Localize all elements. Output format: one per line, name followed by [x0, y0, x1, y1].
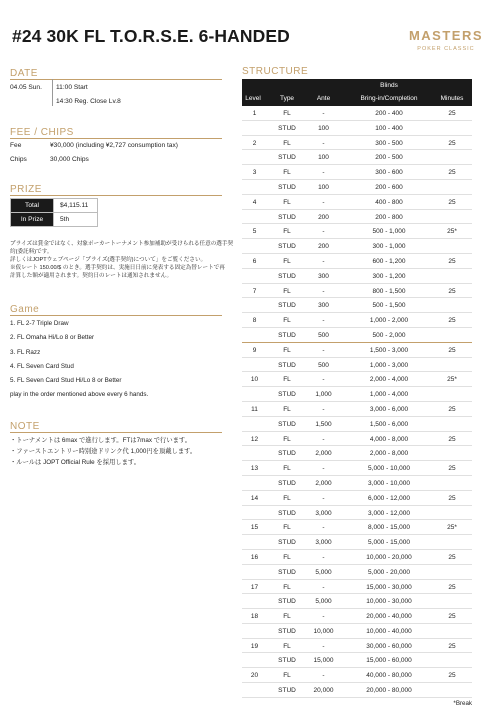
blinds-cell: 1,000 - 3,000	[369, 361, 409, 369]
blinds-cell: 15,000 - 60,000	[366, 657, 412, 665]
minutes-cell: 25	[448, 198, 456, 206]
blinds-cell: 400 - 800	[375, 198, 403, 206]
type-cell: STUD	[278, 124, 296, 132]
blinds-cell: 1,000 - 4,000	[369, 391, 409, 399]
table-row	[242, 624, 472, 639]
date-close: 14:30 Reg. Close Lv.8	[56, 98, 121, 105]
level-cell: 7	[252, 287, 257, 295]
ante-cell: 100	[318, 124, 329, 132]
blinds-cell: 40,000 - 80,000	[366, 672, 412, 680]
blinds-cell: 200 - 600	[375, 183, 403, 191]
type-cell: FL	[283, 672, 291, 680]
ante-cell: 2,000	[315, 479, 332, 487]
table-row	[242, 328, 472, 343]
type-cell: FL	[283, 613, 291, 621]
blinds-cell: 500 - 2,000	[372, 331, 406, 339]
level-cell: 6	[252, 257, 257, 265]
table-row	[242, 506, 472, 521]
type-cell: STUD	[278, 302, 296, 310]
blinds-cell: 15,000 - 30,000	[366, 583, 412, 591]
ante-cell: 3,000	[315, 539, 332, 547]
minutes-cell: 25	[448, 465, 456, 473]
table-row	[242, 683, 472, 698]
level-cell: 14	[250, 494, 259, 502]
ante-cell: 2,000	[315, 450, 332, 458]
table-row	[242, 224, 472, 239]
level-cell: 1	[252, 110, 257, 117]
minutes-cell: 25	[448, 169, 456, 177]
ante-cell: 10,000	[313, 627, 334, 635]
table-row	[242, 417, 472, 432]
ante-cell: -	[322, 524, 325, 532]
type-cell: FL	[283, 287, 291, 295]
type-cell: STUD	[278, 154, 296, 162]
type-cell: STUD	[278, 361, 296, 369]
minutes-cell: 25	[448, 139, 456, 147]
level-cell: 4	[252, 198, 257, 206]
type-cell: STUD	[278, 272, 296, 280]
ante-cell: -	[322, 198, 325, 206]
blinds-cell: 10,000 - 30,000	[366, 598, 412, 606]
prize-rule	[10, 195, 222, 196]
blinds-cell: 20,000 - 40,000	[366, 613, 412, 621]
type-cell: STUD	[278, 627, 296, 635]
blinds-cell: 300 - 1,200	[372, 272, 406, 280]
table-row	[242, 446, 472, 461]
type-cell: STUD	[278, 598, 296, 606]
type-cell: FL	[283, 465, 291, 473]
blinds-cell: 8,000 - 15,000	[368, 524, 410, 532]
table-row	[242, 165, 472, 180]
ante-cell: 5,000	[315, 598, 332, 606]
minutes-cell: 25	[448, 287, 456, 295]
structure-heading: STRUCTURE	[242, 66, 309, 77]
level-cell: 18	[250, 613, 259, 621]
prize-heading: PRIZE	[10, 184, 42, 195]
ante-cell: -	[322, 672, 325, 680]
fee-heading: FEE / CHIPS	[10, 127, 74, 138]
prize-inprize-label: In Prize	[11, 213, 54, 227]
type-cell: FL	[283, 198, 291, 206]
type-cell: FL	[283, 583, 291, 591]
game-item-3: 3. FL Razz	[10, 349, 41, 356]
blinds-cell: 30,000 - 60,000	[366, 642, 412, 650]
type-cell: STUD	[278, 687, 296, 695]
prize-note-1: プライズは賞金ではなく、対象ポーカートーナメント参加補助が受けられる任意の選手契	[10, 241, 234, 247]
minutes-cell: 25*	[447, 228, 457, 236]
ante-cell: 200	[318, 213, 329, 221]
ante-cell: 3,000	[315, 509, 332, 517]
ante-cell: -	[322, 642, 325, 650]
prize-note-3: 詳しくはJOPTウェブページ「プライズ(選手契約)について」をご覧ください。	[10, 257, 207, 263]
blinds-cell: 4,000 - 8,000	[369, 435, 409, 443]
minutes-cell: 25*	[447, 376, 457, 384]
type-cell: STUD	[278, 450, 296, 458]
col-minutes: Minutes	[440, 95, 464, 102]
type-cell: STUD	[278, 539, 296, 547]
ante-cell: 200	[318, 243, 329, 251]
table-row	[242, 432, 472, 447]
level-cell: 8	[252, 317, 257, 325]
table-row	[242, 476, 472, 491]
blinds-cell: 1,000 - 2,000	[369, 317, 409, 325]
blinds-cell: 500 - 1,000	[372, 228, 406, 236]
level-cell: 12	[250, 435, 259, 443]
blinds-cell: 200 - 400	[375, 110, 403, 117]
level-cell: 9	[252, 346, 257, 354]
table-row	[242, 565, 472, 580]
game-item-4: 4. FL Seven Card Stud	[10, 363, 74, 370]
prize-note-5: 計算した額が適用されます。契約日のレートは通知されません。	[10, 273, 173, 279]
level-cell: 17	[250, 583, 259, 591]
table-row	[242, 180, 472, 195]
brand-sub: POKER CLASSIC	[417, 46, 475, 52]
ante-cell: -	[322, 613, 325, 621]
structure-rows	[242, 106, 472, 698]
blinds-cell: 3,000 - 10,000	[368, 479, 410, 487]
table-row	[242, 121, 472, 136]
type-cell: STUD	[278, 657, 296, 665]
note-item-3: ・ルールは JOPT Official Rule を採用します。	[10, 459, 140, 466]
ante-cell: -	[322, 139, 325, 147]
prize-total-row	[11, 199, 98, 213]
blinds-cell: 200 - 800	[375, 213, 403, 221]
blinds-cell: 6,000 - 12,000	[368, 494, 410, 502]
note-item-1: ・トーナメントは 6max で進行します。FTは7max で行います。	[10, 437, 192, 444]
prize-total-value: $4,115.11	[54, 199, 98, 213]
game-rule	[10, 315, 222, 316]
level-cell: 10	[250, 376, 259, 384]
table-row	[242, 580, 472, 595]
fee-rule	[10, 138, 222, 139]
break-footnote: *Break	[453, 700, 472, 707]
blinds-cell: 5,000 - 10,000	[368, 465, 410, 473]
fee-value: ¥30,000 (including ¥2,727 consumption tax)	[50, 142, 178, 149]
table-row	[242, 461, 472, 476]
date-day: 04.05 Sun.	[10, 84, 42, 91]
table-row	[242, 520, 472, 535]
type-cell: FL	[283, 642, 291, 650]
table-row	[242, 639, 472, 654]
table-row	[242, 372, 472, 387]
blinds-cell: 500 - 1,500	[372, 302, 406, 310]
minutes-cell: 25	[448, 405, 456, 413]
blinds-cell: 5,000 - 15,000	[368, 539, 410, 547]
minutes-cell: 25	[448, 553, 456, 561]
table-row	[242, 106, 472, 121]
prize-inprize-row	[11, 213, 98, 227]
game-footer: play in the order mentioned above every 6 hands.	[10, 391, 149, 398]
type-cell: FL	[283, 405, 291, 413]
minutes-cell: 25	[448, 346, 456, 354]
note-item-2: ・ファーストエントリー時別途ドリンク代 1,000円を頂戴します。	[10, 448, 197, 455]
type-cell: FL	[283, 139, 291, 147]
ante-cell: 1,000	[315, 391, 332, 399]
ante-cell: -	[322, 228, 325, 236]
note-rule	[10, 432, 222, 433]
date-divider	[52, 79, 53, 106]
table-row	[242, 387, 472, 402]
table-row	[242, 254, 472, 269]
ante-cell: -	[322, 287, 325, 295]
minutes-cell: 25	[448, 494, 456, 502]
note-heading: NOTE	[10, 421, 40, 432]
date-heading: DATE	[10, 68, 38, 79]
type-cell: FL	[283, 317, 291, 325]
minutes-cell: 25	[448, 435, 456, 443]
ante-cell: 300	[318, 272, 329, 280]
blinds-cell: 600 - 1,200	[372, 257, 406, 265]
prize-note-2: 約(委託料)です。	[10, 249, 53, 255]
table-row	[242, 313, 472, 328]
blinds-cell: 2,000 - 4,000	[369, 376, 409, 384]
game-item-2: 2. FL Omaha Hi/Lo 8 or Better	[10, 334, 95, 341]
ante-cell: 500	[318, 331, 329, 339]
col-level: Level	[245, 95, 261, 102]
game-item-1: 1. FL 2-7 Triple Draw	[10, 320, 69, 327]
ante-cell: -	[322, 435, 325, 443]
type-cell: FL	[283, 110, 291, 117]
table-row	[242, 150, 472, 165]
ante-cell: -	[322, 465, 325, 473]
blinds-cell: 10,000 - 20,000	[366, 553, 412, 561]
minutes-cell: 25	[448, 110, 456, 117]
table-row	[242, 136, 472, 151]
blinds-header: Blinds	[380, 82, 398, 89]
blinds-cell: 20,000 - 80,000	[366, 687, 412, 695]
chips-value: 30,000 Chips	[50, 156, 89, 163]
type-cell: STUD	[278, 568, 296, 576]
page-title: #24 30K FL T.O.R.S.E. 6-HANDED	[12, 26, 290, 46]
minutes-cell: 25	[448, 583, 456, 591]
blinds-cell: 2,000 - 8,000	[369, 450, 409, 458]
ante-cell: -	[322, 257, 325, 265]
ante-cell: 300	[318, 302, 329, 310]
table-row	[242, 491, 472, 506]
date-rule	[10, 79, 222, 80]
col-blinds: Bring-in/Completion	[360, 95, 418, 102]
type-cell: STUD	[278, 509, 296, 517]
blinds-cell: 1,500 - 6,000	[369, 420, 409, 428]
blinds-cell: 800 - 1,500	[372, 287, 406, 295]
structure-table	[242, 79, 472, 698]
ante-cell: -	[322, 110, 325, 117]
type-cell: STUD	[278, 183, 296, 191]
structure-header-top	[242, 79, 472, 92]
type-cell: FL	[283, 376, 291, 384]
table-row	[242, 653, 472, 668]
game-heading: Game	[10, 304, 40, 315]
col-ante: Ante	[316, 95, 331, 102]
type-cell: STUD	[278, 213, 296, 221]
table-row	[242, 195, 472, 210]
table-row	[242, 210, 472, 225]
brand-logo	[409, 28, 483, 52]
blinds-cell: 1,500 - 3,000	[369, 346, 409, 354]
ante-cell: 100	[318, 183, 329, 191]
ante-cell: 500	[318, 361, 329, 369]
ante-cell: 5,000	[315, 568, 332, 576]
level-cell: 2	[252, 139, 257, 147]
minutes-cell: 25	[448, 672, 456, 680]
level-cell: 3	[252, 169, 257, 177]
table-row	[242, 609, 472, 624]
ante-cell: -	[322, 317, 325, 325]
type-cell: STUD	[278, 420, 296, 428]
table-row	[242, 594, 472, 609]
brand-name: MASTERS	[408, 28, 483, 43]
prize-total-label: Total	[11, 199, 54, 213]
blinds-cell: 5,000 - 20,000	[368, 568, 410, 576]
level-cell: 19	[250, 642, 259, 650]
fee-label: Fee	[10, 142, 22, 149]
type-cell: STUD	[278, 243, 296, 251]
ante-cell: -	[322, 553, 325, 561]
type-cell: FL	[283, 346, 291, 354]
table-row	[242, 668, 472, 683]
type-cell: FL	[283, 169, 291, 177]
type-cell: FL	[283, 435, 291, 443]
level-cell: 13	[250, 465, 259, 473]
ante-cell: -	[322, 494, 325, 502]
blinds-cell: 200 - 500	[375, 154, 403, 162]
table-row	[242, 358, 472, 373]
prize-table	[10, 198, 98, 227]
minutes-cell: 25	[448, 642, 456, 650]
table-row	[242, 550, 472, 565]
level-cell: 15	[250, 524, 259, 532]
col-type: Type	[279, 95, 295, 102]
blinds-cell: 10,000 - 40,000	[366, 627, 412, 635]
game-item-5: 5. FL Seven Card Stud Hi/Lo 8 or Better	[10, 377, 122, 384]
level-cell: 11	[251, 405, 258, 413]
date-start: 11:00 Start	[56, 84, 88, 91]
ante-cell: 1,500	[315, 420, 332, 428]
level-cell: 16	[250, 553, 259, 561]
type-cell: FL	[283, 553, 291, 561]
blinds-cell: 3,000 - 12,000	[368, 509, 410, 517]
type-cell: STUD	[278, 479, 296, 487]
minutes-cell: 25	[448, 317, 456, 325]
level-cell: 5	[252, 228, 257, 236]
minutes-cell: 25*	[447, 524, 457, 532]
ante-cell: 20,000	[313, 687, 334, 695]
type-cell: FL	[283, 228, 291, 236]
structure-header-columns	[242, 92, 472, 106]
table-row	[242, 535, 472, 550]
prize-note-4: ※仮レート 150.00/$ のとき。選手契約は、実施日日前に発表する固定為替レートで再	[10, 265, 225, 271]
table-row	[242, 284, 472, 299]
table-row	[242, 343, 472, 358]
type-cell: STUD	[278, 331, 296, 339]
ante-cell: 15,000	[313, 657, 334, 665]
ante-cell: -	[322, 405, 325, 413]
type-cell: STUD	[278, 391, 296, 399]
ante-cell: -	[322, 376, 325, 384]
blinds-cell: 300 - 600	[375, 169, 403, 177]
minutes-cell: 25	[448, 257, 456, 265]
ante-cell: -	[322, 169, 325, 177]
blinds-cell: 100 - 400	[375, 124, 403, 132]
ante-cell: 100	[318, 154, 329, 162]
prize-inprize-value: 5th	[54, 213, 98, 227]
blinds-cell: 300 - 1,000	[372, 243, 406, 251]
blinds-cell: 300 - 500	[375, 139, 403, 147]
ante-cell: -	[322, 346, 325, 354]
level-cell: 20	[250, 672, 259, 680]
minutes-cell: 25	[448, 613, 456, 621]
ante-cell: -	[322, 583, 325, 591]
type-cell: FL	[283, 257, 291, 265]
table-row	[242, 402, 472, 417]
chips-label: Chips	[10, 156, 27, 163]
table-row	[242, 269, 472, 284]
table-row	[242, 298, 472, 313]
table-row	[242, 239, 472, 254]
type-cell: FL	[283, 524, 291, 532]
blinds-cell: 3,000 - 6,000	[369, 405, 409, 413]
type-cell: FL	[283, 494, 291, 502]
